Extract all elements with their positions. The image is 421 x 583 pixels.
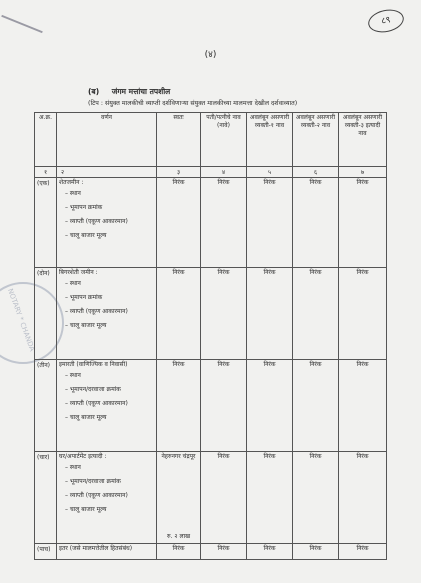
value-cell: निरंक (157, 360, 201, 452)
value-cell: निरंक (247, 544, 293, 560)
row-number: (चार) (35, 452, 57, 544)
staple-mark (1, 15, 43, 33)
header-cell: अवलंबून असणारी व्यक्ती-२ नाव (293, 113, 339, 167)
value-cell: निरंक (293, 360, 339, 452)
value-cell: निरंक (157, 268, 201, 360)
row-title: इतर (जसे मालमत्तेतील हितसंबंध) (59, 545, 133, 552)
row-title: इमारती (वाणिज्यिक व निवासी) (59, 361, 128, 368)
row-item: – भूमापन क्रमांक (65, 294, 103, 301)
value-cell: निरंक (247, 360, 293, 452)
value-cell: निरंक (293, 452, 339, 544)
row-item: – भूमापन क्रमांक (65, 204, 103, 211)
row-item: – चालू बाजार मूल्य (65, 414, 107, 421)
seal-text: NOTARY * CHANDA (6, 287, 37, 353)
value-cell (157, 452, 201, 544)
row-item: – स्थान (65, 190, 81, 197)
value-cell: निरंक (293, 178, 339, 268)
row-title: शेतजमीन : (59, 179, 84, 186)
value-cell: निरंक (201, 360, 247, 452)
page-number: (४) (204, 50, 217, 60)
assets-table (34, 112, 387, 560)
row-item: – व्याप्ती (एकूण आकारमान) (65, 400, 128, 407)
row-title: घर/अपार्टमेंट इत्यादी : (59, 453, 107, 460)
row-item: – स्थान (65, 372, 81, 379)
value-cell: निरंक (157, 544, 201, 560)
value-cell: निरंक (201, 544, 247, 560)
header-cell: अ.क्र. (35, 113, 57, 167)
header-cell: अवलंबून असणारी व्यक्ती-३ इत्यादी नाव (339, 113, 387, 167)
row-description (57, 178, 157, 268)
value-cell: निरंक (247, 452, 293, 544)
value-cell: निरंक (293, 544, 339, 560)
row-number: (दोन) (35, 268, 57, 360)
table-row (35, 452, 387, 544)
row-description (57, 268, 157, 360)
value-cell: निरंक (339, 178, 387, 268)
row-item: – व्याप्ती (एकूण आकारमान) (65, 218, 128, 225)
table-row (35, 360, 387, 452)
value-cell: निरंक (339, 452, 387, 544)
row-description (57, 360, 157, 452)
value-cell: निरंक (247, 268, 293, 360)
column-number-row (35, 167, 387, 178)
value-cell: निरंक (293, 268, 339, 360)
column-number: ४ (201, 167, 247, 178)
row-item: – चालू बाजार मूल्य (65, 322, 107, 329)
row-item: – चालू बाजार मूल्य (65, 232, 107, 239)
row-item: – भूमापन/दरवाजा क्रमांक (65, 386, 121, 393)
row-item: – चालू बाजार मूल्य (65, 506, 107, 513)
section-note: (टिप : संयुक्त मालकीची व्याप्ती दर्शविणाऱ्या संयुक्त मालकीच्या मालमत्ता देखील दर्शवाव्यात) (88, 100, 298, 107)
row-number: (एक) (35, 178, 57, 268)
row-item: – व्याप्ती (एकूण आकारमान) (65, 308, 128, 315)
header-row (35, 113, 387, 167)
value-cell: निरंक (157, 178, 201, 268)
row-item: – स्थान (65, 280, 81, 287)
value-cell: निरंक (339, 544, 387, 560)
row-item: – भूमापन/दरवाजा क्रमांक (65, 478, 121, 485)
table-row (35, 544, 387, 560)
value-cell: निरंक (339, 268, 387, 360)
header-cell: पती/पत्नीचे नाव (नावे) (201, 113, 247, 167)
value-cell: निरंक (201, 268, 247, 360)
column-number: ३ (157, 167, 201, 178)
page-stamp: ८९ (366, 6, 406, 35)
column-number: ५ (247, 167, 293, 178)
value-cell: निरंक (339, 360, 387, 452)
column-number: २ (57, 167, 157, 178)
column-number: ७ (339, 167, 387, 178)
row-number: (तीन) (35, 360, 57, 452)
table-row (35, 268, 387, 360)
row-item: – व्याप्ती (एकूण आकारमान) (65, 492, 128, 499)
row-description (57, 452, 157, 544)
table-row (35, 178, 387, 268)
value-cell: निरंक (247, 178, 293, 268)
header-cell: वर्णन (57, 113, 157, 167)
section-tag: (ब) (88, 87, 100, 96)
row-description (57, 544, 157, 560)
header-cell: अवलंबून असणारी व्यक्ती-१ नाव (247, 113, 293, 167)
value-cell: निरंक (201, 452, 247, 544)
value-cell: निरंक (201, 178, 247, 268)
row-title: बिगरशेती जमीन : (59, 269, 98, 276)
row-number: (पाच) (35, 544, 57, 560)
section-heading (88, 87, 170, 97)
row-item: – स्थान (65, 464, 81, 471)
market-value: रु. २ लाख (167, 533, 190, 540)
location-value: नेहरुनगर चंद्रपूर (161, 453, 196, 460)
column-number: ६ (293, 167, 339, 178)
column-number: १ (35, 167, 57, 178)
header-cell: स्वतः (157, 113, 201, 167)
section-title: जंगम मत्तांचा तपशील (111, 87, 171, 96)
